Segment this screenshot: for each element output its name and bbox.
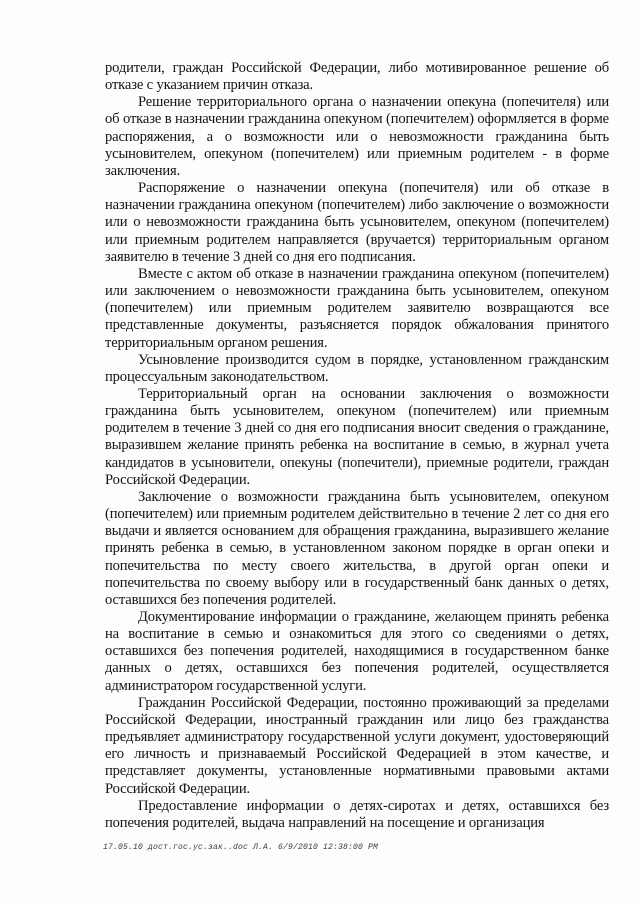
paragraph-order-delivery: Распоряжение о назначении опекуна (попечителя) или об отказе в назначении гражданина опекуном (попечителем) либо заключение о возможности или о невозможности гражданина быть усыновителем, опекуном (попечителем) или приемным родителем направляется (вручается) территориальным органом заявителю в течение 3 дней со дня его подписания. bbox=[105, 180, 609, 265]
paragraph-foreign-citizen: Гражданин Российской Федерации, постоянно проживающий за пределами Российской Федерации, иностранный гражданин или лицо без гражданства предъявляет администратору государственной услуги документ, удостоверяющий его личность и признаваемый Российской Федерацией в этом качестве, и представляет документы, установленные нормативными правовыми актами Российской Федерации. bbox=[105, 694, 609, 797]
paragraph-documentation: Документирование информации о гражданине, желающем принять ребенка на воспитание в семью и ознакомиться для этого со сведениями о детях, оставшихся без попечения родителей, находящимися в государственном банке данных о детях, оставшихся без попечения родителей, осуществляется администратором государственной услуги. bbox=[105, 609, 609, 694]
paragraph-registry-entry: Территориальный орган на основании заключения о возможности гражданина быть усыновителем, опекуном (попечителем) или приемным родителем в течение 3 дней со дня его подписания вносит сведения о гражданине, выразившем желание принять ребенка на воспитание в семью, в журнал учета кандидатов в усыновители, опекуны (попечители), приемные родители, граждан Российской Федерации. bbox=[105, 385, 609, 488]
paragraph-continuation: родители, граждан Российской Федерации, либо мотивированное решение об отказе с указанием причин отказа. bbox=[105, 60, 609, 94]
paragraph-adoption-court: Усыновление производится судом в порядке, установленном гражданским процессуальным законодательством. bbox=[105, 351, 609, 385]
document-body bbox=[105, 60, 609, 832]
paragraph-refusal-return: Вместе с актом об отказе в назначении гражданина опекуном (попечителем) или заключением о невозможности гражданина быть усыновителем, опекуном (попечителем) или приемным родителем заявителю возвращаются все представленные документы, разъясняется порядок обжалования принятого территориальным органом решения. bbox=[105, 265, 609, 351]
paragraph-information-provision: Предоставление информации о детях-сиротах и детях, оставшихся без попечения родителей, выдача направлений на посещение и организация bbox=[105, 797, 609, 831]
document-footer: 17.05.10 дост.гос.ус.зак..doc Л.А. 6/9/2010 12:38:00 PM bbox=[103, 843, 379, 852]
paragraph-conclusion-validity: Заключение о возможности гражданина быть усыновителем, опекуном (попечителем) или приемным родителем действительно в течение 2 лет со дня его выдачи и является основанием для обращения гражданина, выразившего желание принять ребенка в семью, в установленном законом порядке в орган опеки и попечительства по месту своего жительства, в другой орган опеки и попечительства по своему выбору или в государственный банк данных о детях, оставшихся без попечения родителей. bbox=[105, 488, 609, 608]
paragraph-decision-form: Решение территориального органа о назначении опекуна (попечителя) или об отказе в назначении гражданина опекуном (попечителем) оформляется в форме распоряжения, а о возможности или о невозможности гражданина быть усыновителем, опекуном (попечителем) или приемным родителем - в форме заключения. bbox=[105, 94, 609, 179]
